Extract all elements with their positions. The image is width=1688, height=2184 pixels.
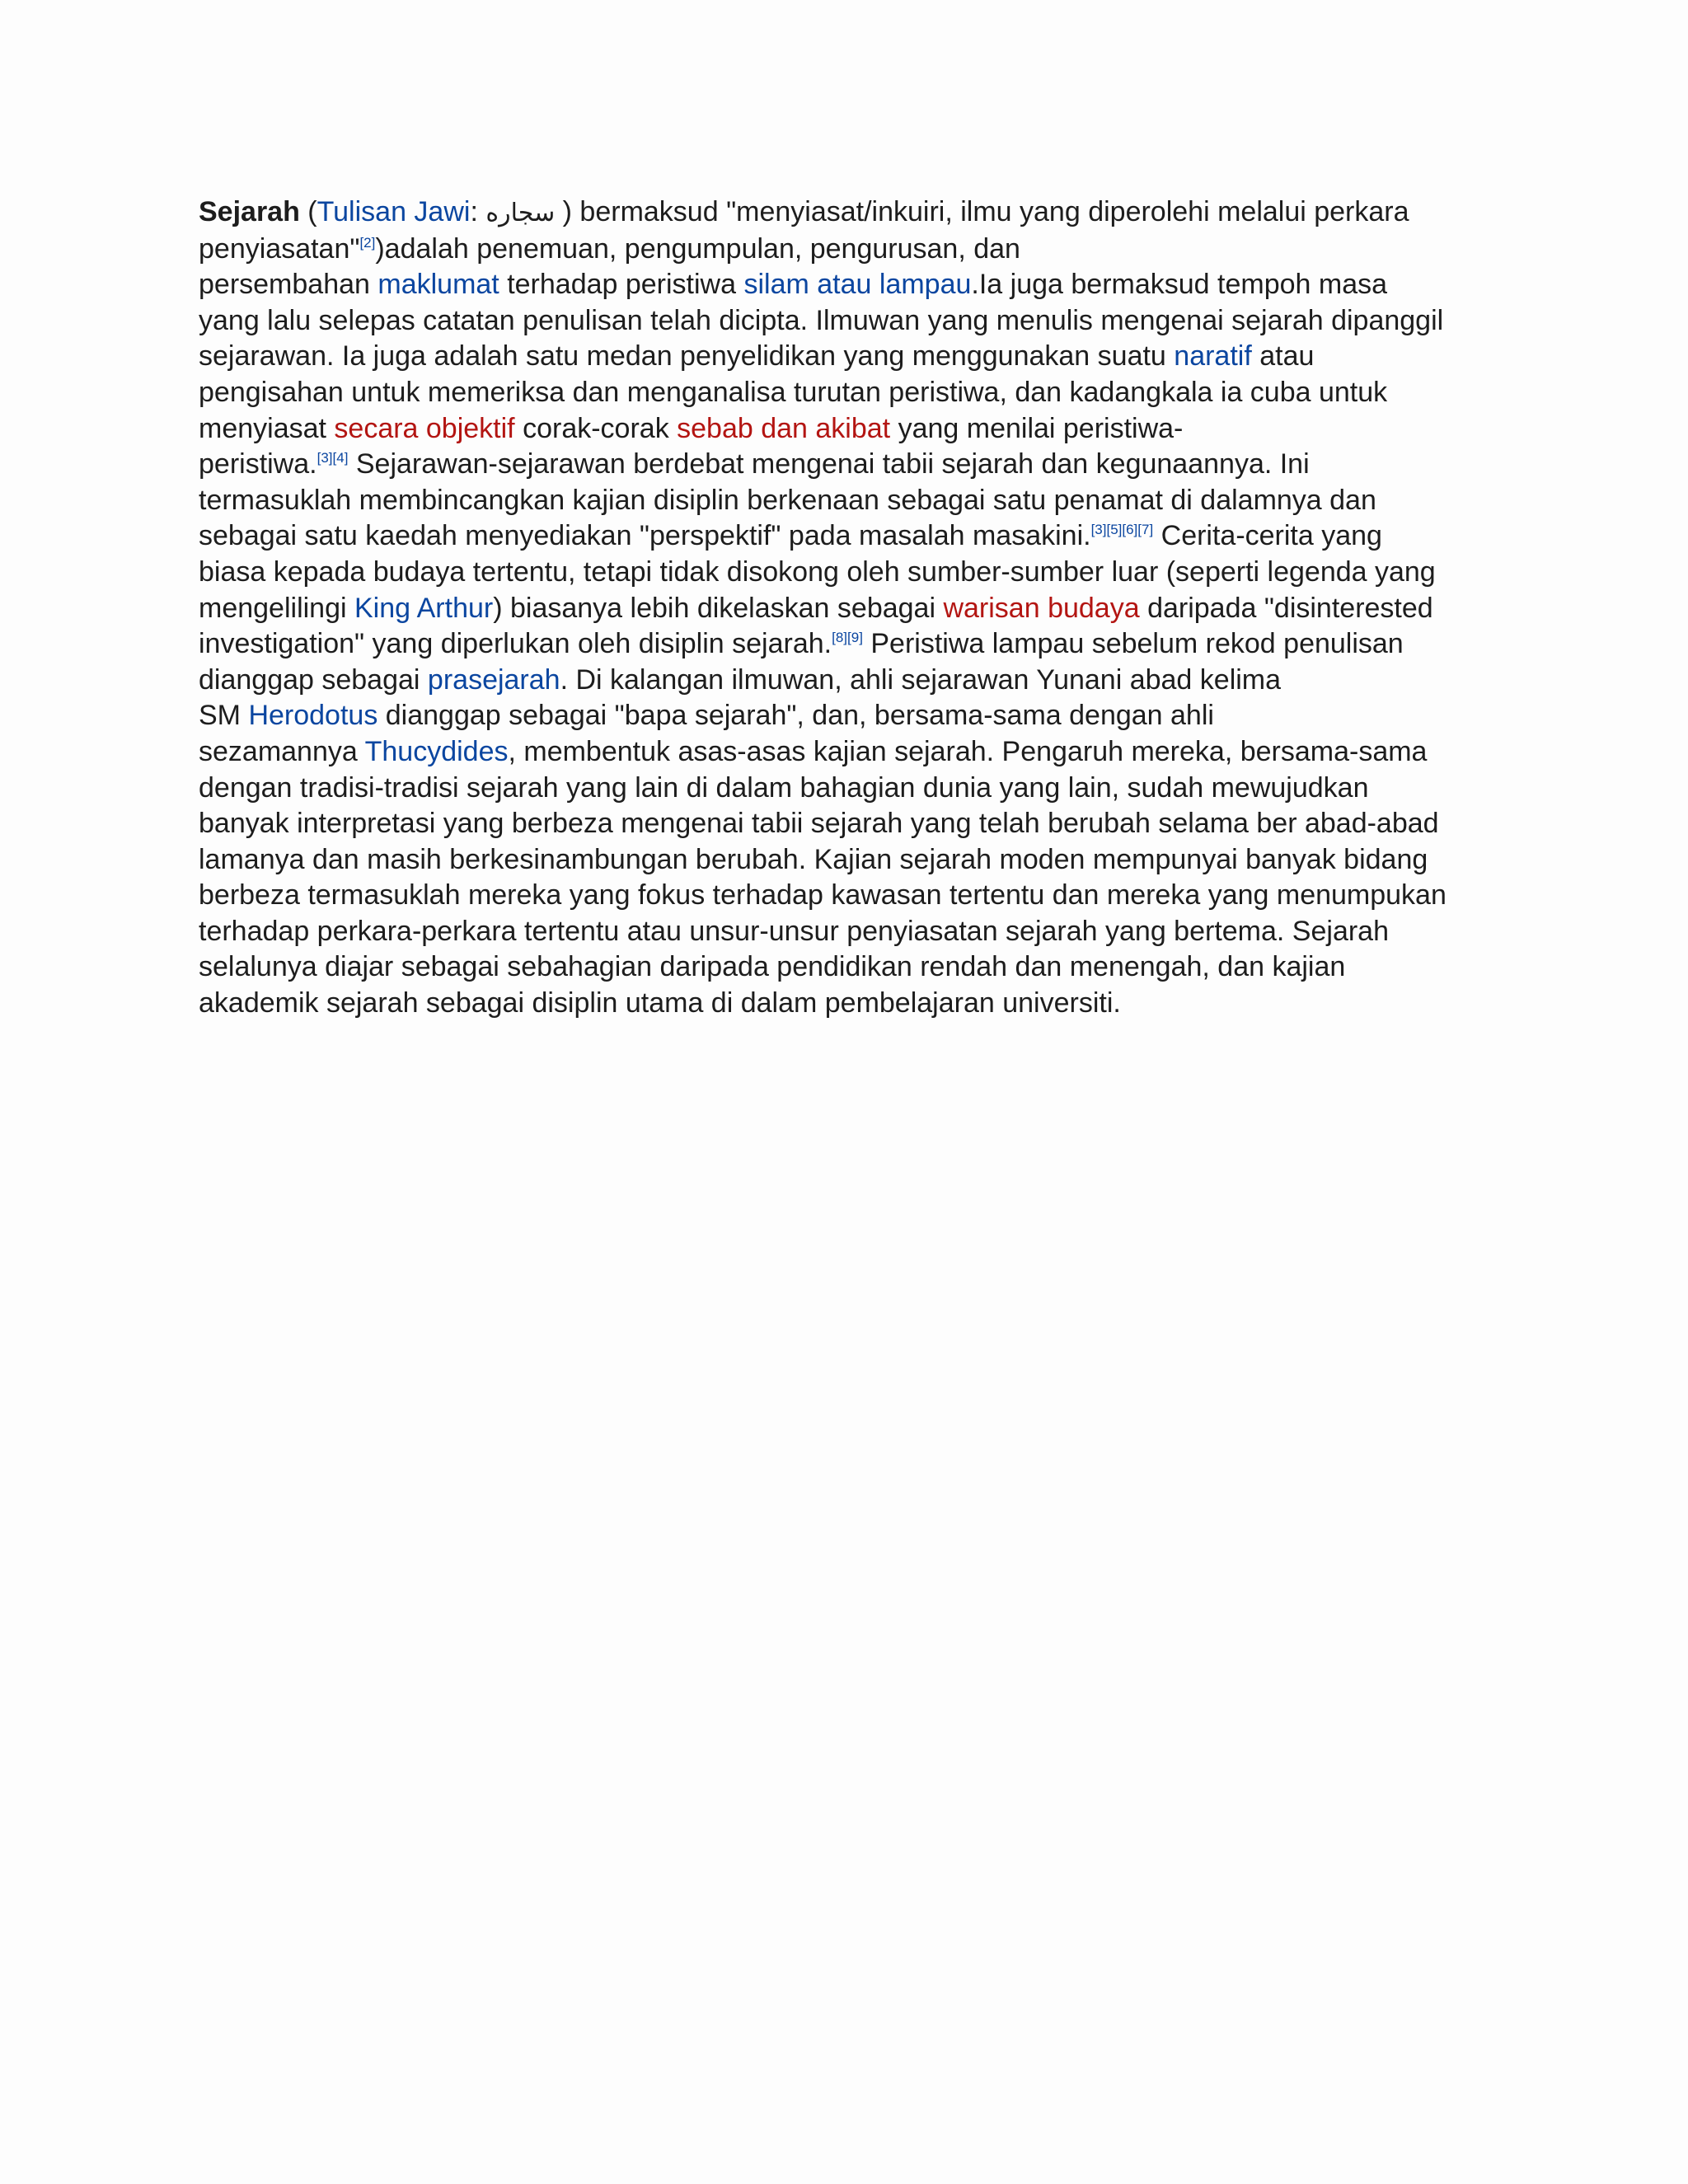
- text-line: termasuklah membincangkan kajian disiplin berkenaan sebagai satu penamat di dalamnya dan: [199, 484, 1376, 516]
- text-line: yang lalu selepas catatan penulisan telah dicipta. Ilmuwan yang menulis mengenai sejarah dipanggil: [199, 304, 1444, 336]
- text-span: persembahan: [199, 269, 378, 301]
- text-span: .Ia juga bermaksud tempoh masa: [971, 269, 1388, 301]
- text-line: biasa kepada budaya tertentu, tetapi tidak disokong oleh sumber-sumber luar (seperti legenda yang: [199, 555, 1436, 588]
- link-warisan-budaya[interactable]: warisan budaya: [943, 592, 1140, 624]
- citation-ref[interactable]: [8][9]: [832, 630, 863, 646]
- text-span: investigation" yang diperlukan oleh disiplin sejarah.: [199, 628, 832, 660]
- text-line: [199, 339, 1493, 375]
- text-span: ) bermaksud "menyiasat/inkuiri, ilmu yang diperolehi melalui perkara: [555, 196, 1409, 227]
- text-line: [199, 518, 1493, 555]
- link-herodotus[interactable]: Herodotus: [248, 700, 378, 732]
- link-maklumat[interactable]: maklumat: [377, 269, 499, 301]
- text-span: )adalah penemuan, pengumpulan, pengurusan, dan: [375, 232, 1020, 265]
- text-line: pengisahan untuk memeriksa dan menganalisa turutan peristiwa, dan kadangkala ia cuba untuk: [199, 376, 1388, 408]
- link-prasejarah[interactable]: prasejarah: [427, 663, 560, 696]
- text-span: sezamannya: [199, 735, 365, 767]
- text-span: terhadap peristiwa: [499, 269, 744, 301]
- text-line: lamanya dan masih berkesinambungan berubah. Kajian sejarah moden mempunyai banyak bidang: [199, 843, 1428, 875]
- text-span: (: [299, 196, 317, 227]
- text-line: [199, 232, 1493, 268]
- text-span: Sejarawan-sejarawan berdebat mengenai tabii sejarah dan kegunaannya. Ini: [348, 448, 1310, 480]
- text-span: corak-corak: [514, 412, 678, 444]
- text-span: dianggap sebagai "bapa sejarah", dan, bersama-sama dengan ahli: [377, 700, 1214, 732]
- link-naratif[interactable]: naratif: [1174, 340, 1252, 373]
- text-span: peristiwa.: [199, 448, 317, 480]
- text-line: [199, 734, 1493, 771]
- text-span: Cerita-cerita yang: [1153, 520, 1382, 552]
- article-title: Sejarah: [199, 196, 300, 227]
- text-span: daripada "disinterested: [1139, 592, 1433, 624]
- text-line: selalunya diajar sebagai sebahagian daripada pendidikan rendah dan menengah, dan kajian: [199, 951, 1346, 983]
- text-span: yang menilai peristiwa-: [890, 412, 1184, 444]
- text-span: :: [470, 196, 486, 227]
- jawi-script-text: سجاره: [485, 199, 556, 227]
- link-tulisan-jawi[interactable]: Tulisan Jawi: [316, 196, 471, 227]
- text-line: [199, 698, 1493, 734]
- text-line: [199, 194, 1493, 232]
- text-span: sebagai satu kaedah menyediakan "perspektif" pada masalah masakini.: [199, 520, 1091, 552]
- text-span: penyiasatan": [199, 232, 360, 265]
- text-line: [199, 663, 1493, 699]
- text-span: SM: [199, 700, 249, 732]
- text-span: atau: [1251, 340, 1315, 373]
- text-line: berbeza termasuklah mereka yang fokus terhadap kawasan tertentu dan mereka yang menumpukan: [199, 879, 1447, 912]
- text-span: ) biasanya lebih dikelaskan sebagai: [493, 592, 944, 624]
- text-line: [199, 626, 1493, 663]
- text-span: . Di kalangan ilmuwan, ahli sejarawan Yunani abad kelima: [560, 663, 1282, 696]
- text-line: [199, 411, 1493, 448]
- text-span: , membentuk asas-asas kajian sejarah. Pengaruh mereka, bersama-sama: [508, 735, 1428, 767]
- text-span: mengelilingi: [199, 592, 354, 624]
- link-sebab-dan-akibat[interactable]: sebab dan akibat: [677, 412, 891, 444]
- text-span: Peristiwa lampau sebelum rekod penulisan: [862, 628, 1404, 660]
- text-span: menyiasat: [199, 412, 335, 444]
- text-span: dianggap sebagai: [199, 663, 428, 696]
- link-king-arthur[interactable]: King Arthur: [354, 592, 494, 624]
- text-span: sejarawan. Ia juga adalah satu medan penyelidikan yang menggunakan suatu: [199, 340, 1175, 373]
- text-line: banyak interpretasi yang berbeza mengenai tabii sejarah yang telah berubah selama ber abad-abad: [199, 808, 1439, 840]
- text-line: akademik sejarah sebagai disiplin utama di dalam pembelajaran universiti.: [199, 987, 1121, 1019]
- text-line: [199, 591, 1493, 627]
- citation-ref[interactable]: [3][4]: [316, 450, 349, 466]
- text-line: terhadap perkara-perkara tertentu atau unsur-unsur penyiasatan sejarah yang bertema. Sejarah: [199, 915, 1389, 947]
- text-line: [199, 267, 1493, 303]
- link-secara-objektif[interactable]: secara objektif: [334, 412, 515, 444]
- citation-ref[interactable]: [2]: [359, 234, 376, 251]
- article-body: [199, 194, 1493, 1022]
- citation-ref[interactable]: [3][5][6][7]: [1090, 522, 1154, 538]
- text-line: dengan tradisi-tradisi sejarah yang lain di dalam bahagian dunia yang lain, sudah mewujudkan: [199, 771, 1369, 804]
- link-silam-atau-lampau[interactable]: silam atau lampau: [743, 269, 972, 301]
- link-thucydides[interactable]: Thucydides: [364, 735, 509, 767]
- text-line: [199, 447, 1493, 483]
